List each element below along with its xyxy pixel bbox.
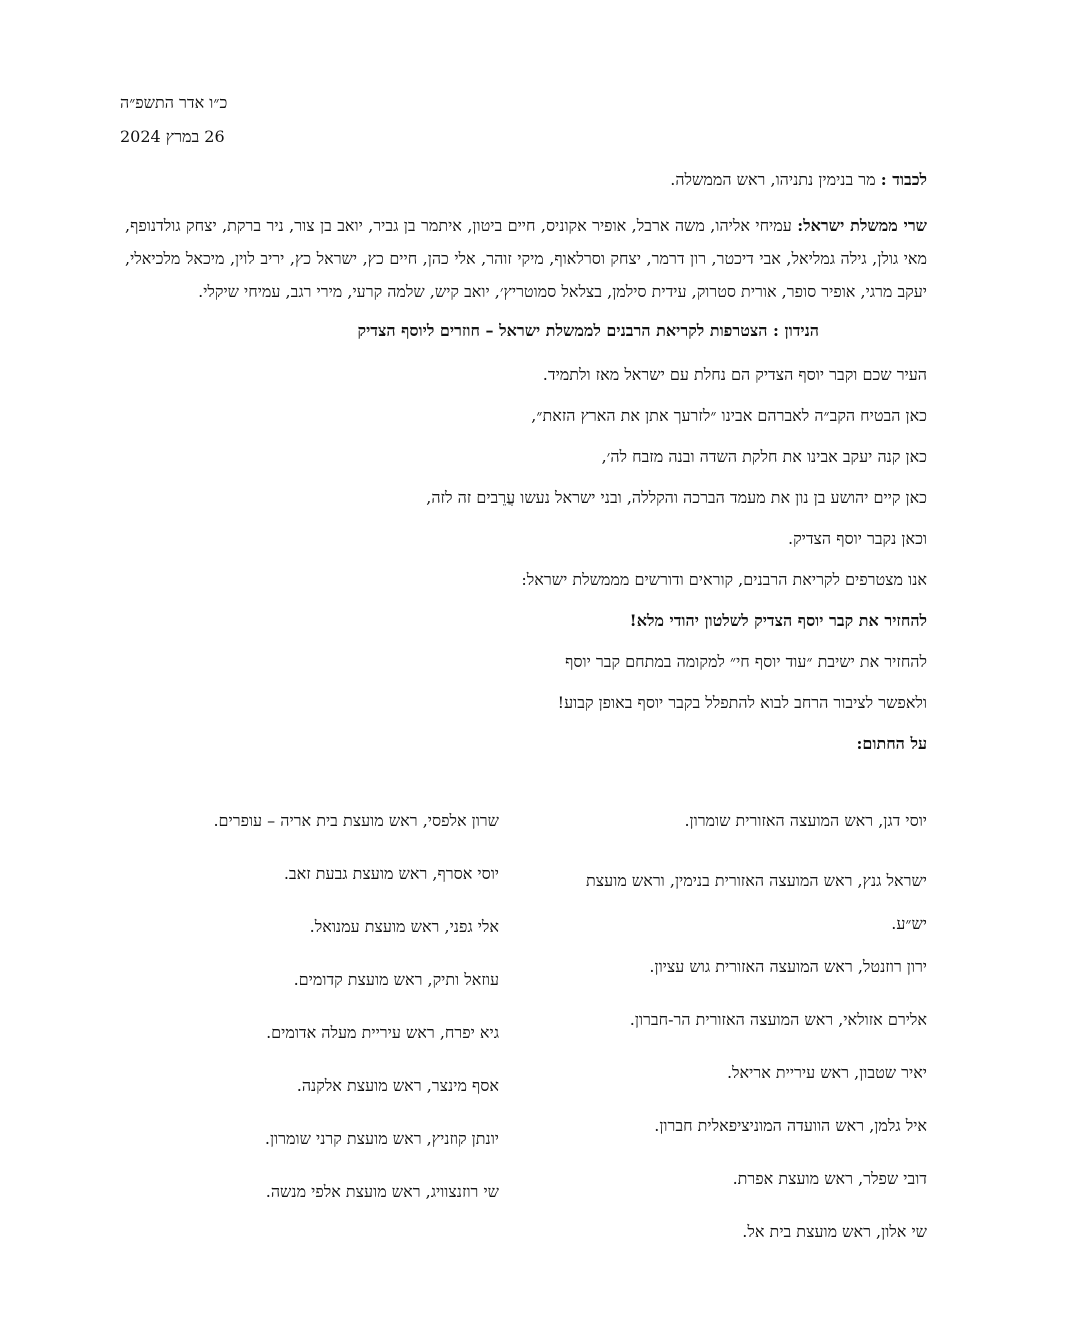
ministers-label: שרי ממשלת ישראל: <box>797 216 928 235</box>
addressee-text: מר בנימין נתניהו, ראש הממשלה. <box>670 170 881 189</box>
signer: דובי שפלר, ראש מועצת אפרת. <box>732 1169 927 1188</box>
addressee-label: לכבוד : <box>880 170 927 189</box>
signer: איל גלמן, ראש הוועדה המוניציפאלית חברון. <box>654 1116 927 1135</box>
signer: יונתן קוזניץ, ראש מועצת קרני שומרון. <box>264 1129 499 1148</box>
paragraph: העיר שכם וקבר יוסף הצדיק הם נחלת עם ישראל מאז ולתמיד. <box>542 365 927 384</box>
addressee <box>125 165 927 195</box>
signer: שי אלון, ראש מועצת בית אל. <box>742 1222 927 1241</box>
paragraph: כאן קנה יעקב אבינו את חלקת השדה ובנה מזבח לה׳, <box>601 447 927 466</box>
signer: גיא יפרח, ראש עיריית מעלה אדומים. <box>266 1023 499 1042</box>
letter-body <box>125 165 927 759</box>
signatures-block <box>125 806 927 1246</box>
signer: ישראל גנץ, ראש המועצה האזורית בנימין, וראש מועצת יש״ע. <box>586 871 927 933</box>
ministers-list <box>125 209 927 308</box>
signer: אסף מינצר, ראש מועצת אלקנה. <box>296 1076 499 1095</box>
signer: יאיר שטבון, ראש עיריית אריאל. <box>726 1063 927 1082</box>
demand-statement: להחזיר את קבר יוסף הצדיק לשלטון יהודי מלא! <box>629 611 927 630</box>
signer: ירון רוזנטל, ראש המועצה האזורית גוש עציון. <box>649 957 927 976</box>
paragraph: וכאן נקבר יוסף הצדיק. <box>788 529 927 548</box>
request-line: ולאפשר לציבור הרחב לבוא להתפלל בקבר יוסף באופן קבוע! <box>557 693 927 712</box>
date-hebrew: כ״ו אדר התשפ״ה <box>120 93 228 112</box>
subject-label: הנידון : <box>773 321 819 340</box>
paragraph: אנו מצטרפים לקריאת הרבנים, קוראים ודורשים מממשלת ישראל: <box>521 570 927 589</box>
ministers-text: עמיחי אליהו, משה ארבל, אופיר אקוניס, חיים ביטון, איתמר בן גביר, יואב בן צור, ניר ברקת, יצחק גולדנופף, מאי גולן, גילה גמליאל, אבי דיכטר, רון דרמר, יצחק וסרלאוף, מיקי זוהר, אלי כהן, חיים כץ, ישראל כץ, יריב לוין, מיכאל מלכיאלי, יעקב מרגי, אופיר סופר, אורית סטרוק, עידית סילמן, בצלאל סמוטריץ׳, יואב קיש, שלמה קרעי, מירי רגב, עמיחי שיקלי. <box>125 216 927 301</box>
signer: שי רוזנצוויג, ראש מועצת אלפי מנשה. <box>265 1182 499 1201</box>
signatures-title: על החתום: <box>856 734 927 753</box>
signatures-left-column <box>139 806 499 1230</box>
paragraph: כאן הבטיח הקב״ה לאברהם אבינו ״לזרעך אתן את הארץ הזאת״, <box>531 406 927 425</box>
paragraph: כאן קיים יהושע בן נון את מעמד הברכה והקללה, ובני ישראל נעשו עֲרֵבים זה לזה, <box>426 488 927 507</box>
signer: עוזאל ותיק, ראש מועצת קדומים. <box>293 970 499 989</box>
date-gregorian: 26 במרץ 2024 <box>120 127 225 146</box>
signer: שרון אלפסי, ראש מועצת בית אריה – עופרים. <box>213 811 499 830</box>
request-line: להחזיר את ישיבת ״עוד יוסף חי״ למקומה במתחם קבר יוסף <box>565 652 927 671</box>
subject-line <box>125 316 927 346</box>
signatures-right-column <box>557 806 927 1270</box>
signer: יוסי אסרף, ראש מועצת גבעת זאב. <box>283 864 499 883</box>
signer: יוסי דגן, ראש המועצה האזורית שומרון. <box>684 811 927 830</box>
signer: אלירם אזולאי, ראש המועצה האזורית הר-חברון. <box>629 1010 927 1029</box>
signer: אלי גפני, ראש מועצת עמנואל. <box>309 917 499 936</box>
subject-text: הצטרפות לקריאת הרבנים לממשלת ישראל – חוזרים ליוסף הצדיק <box>357 321 774 340</box>
